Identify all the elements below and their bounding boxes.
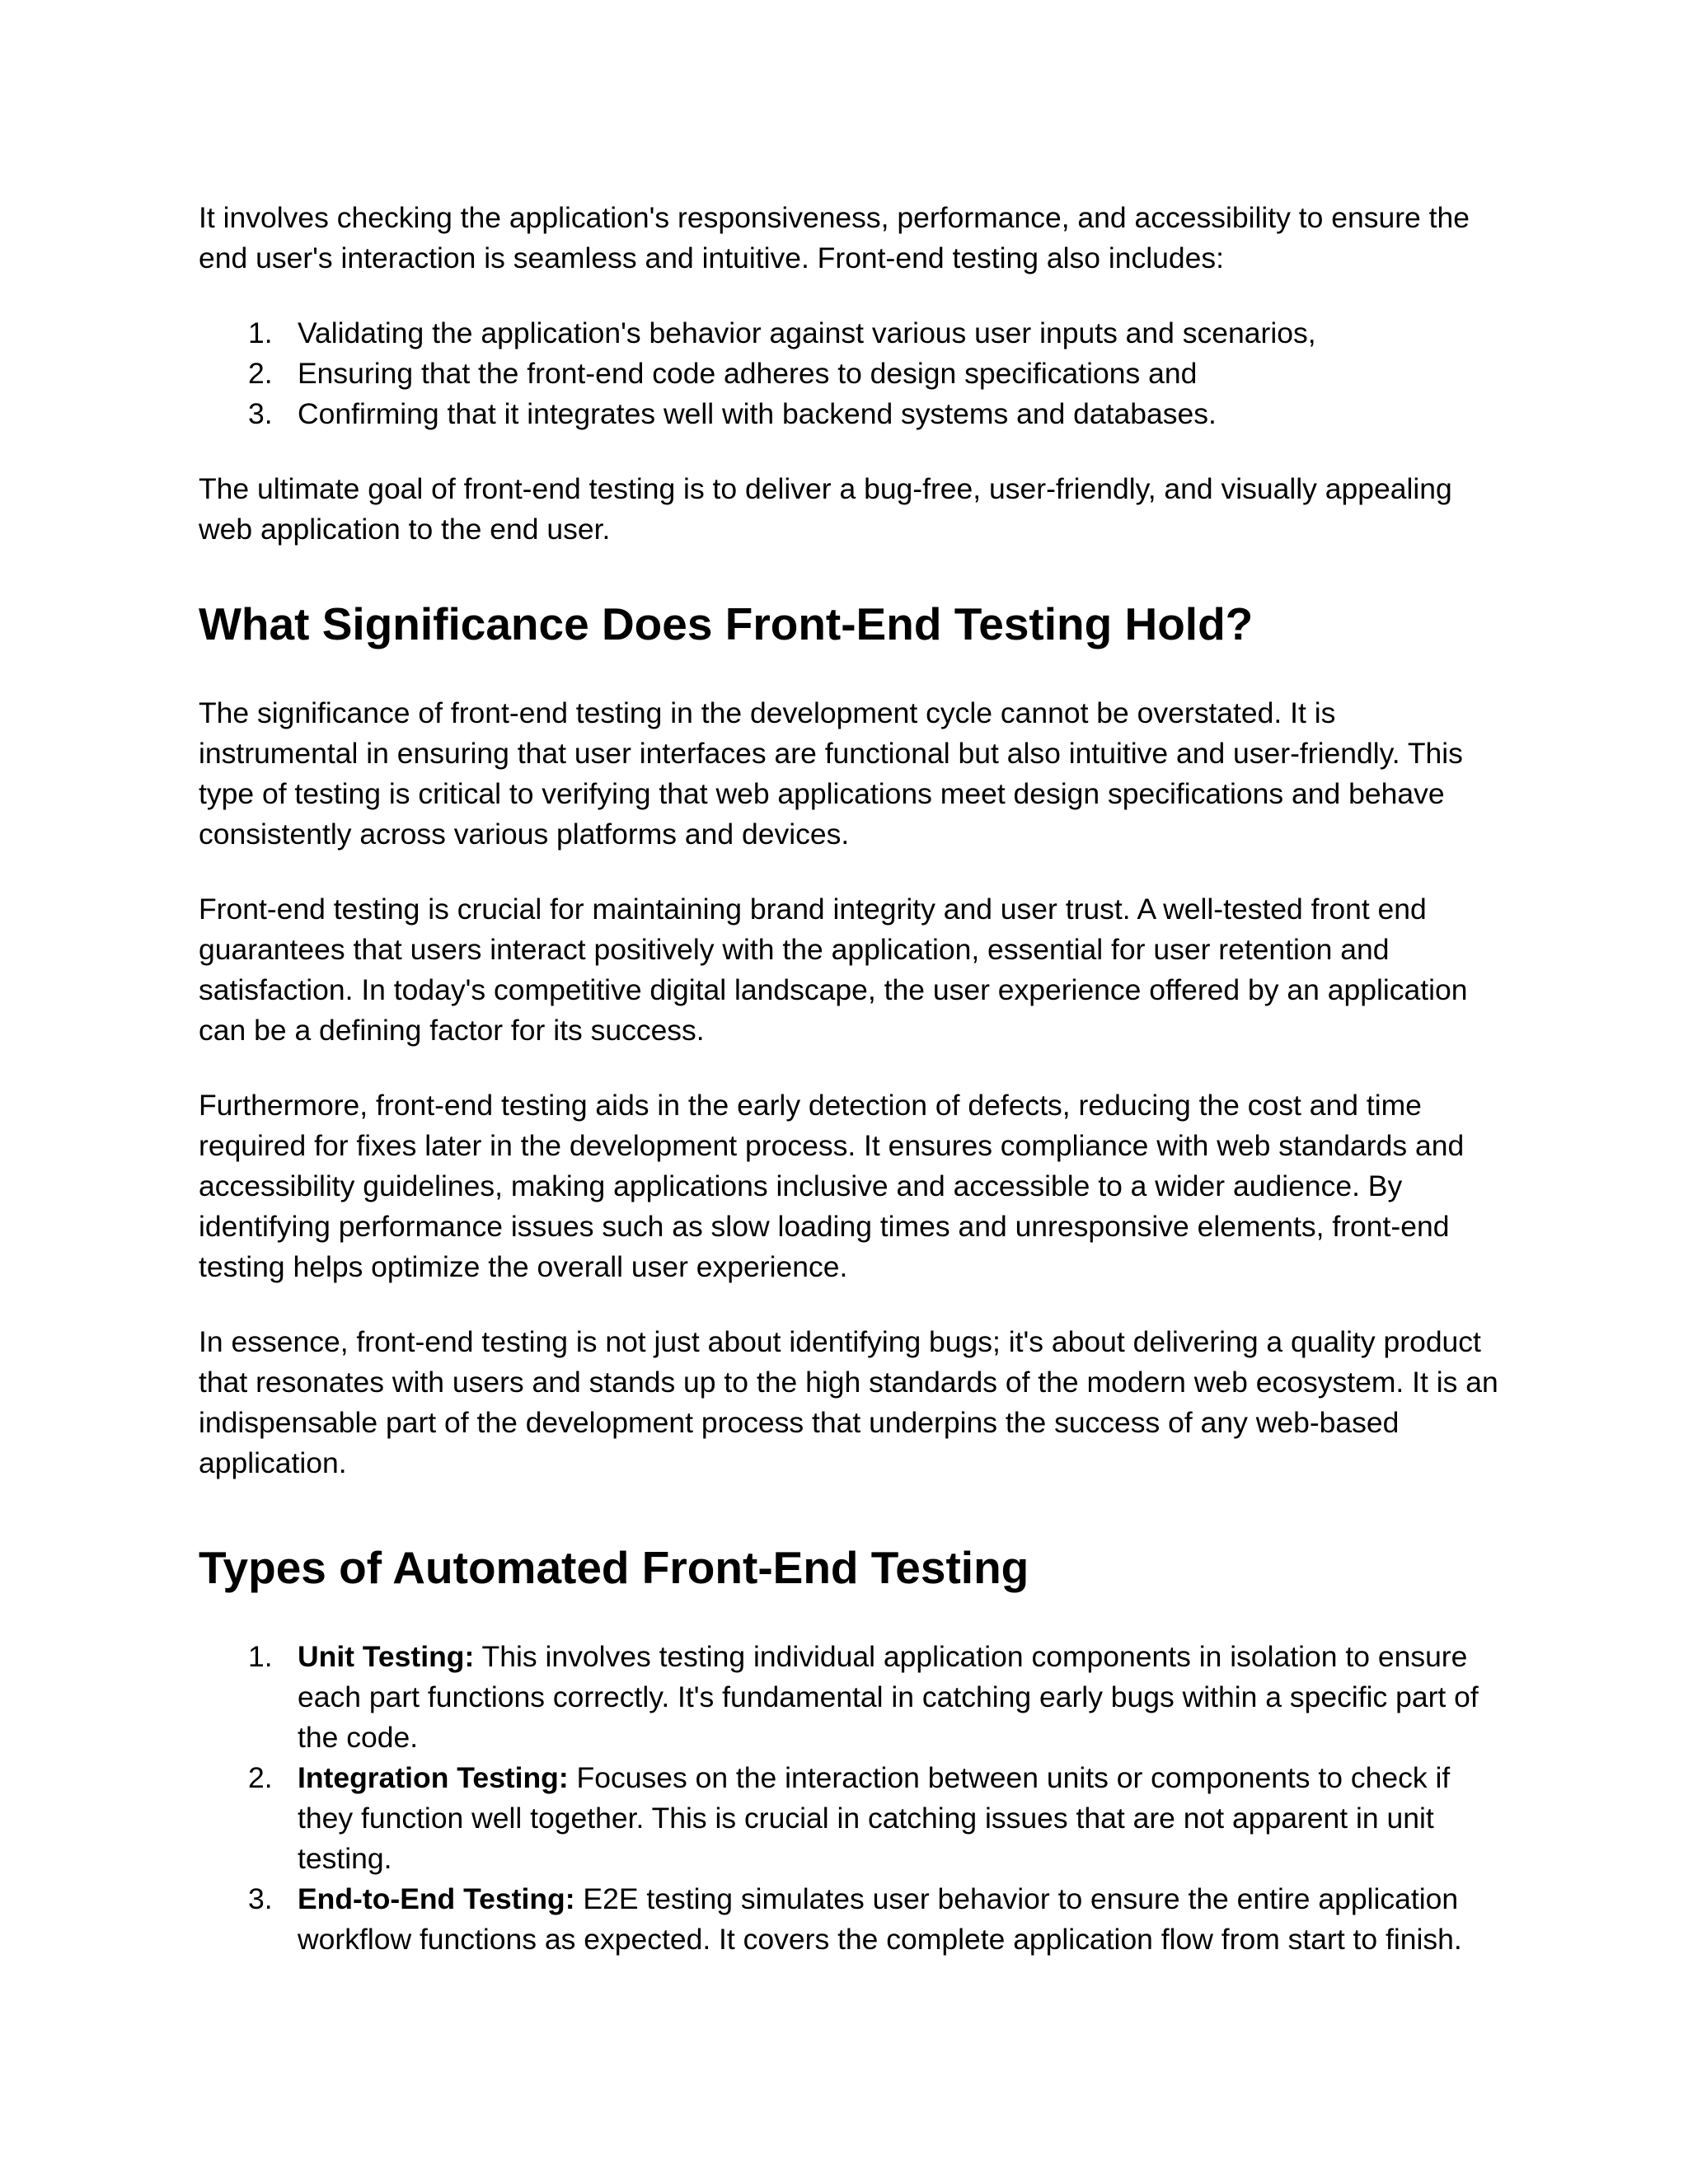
list-item-number: 1. — [248, 316, 273, 349]
list-item — [199, 313, 1501, 354]
list-item — [199, 1758, 1501, 1879]
list-item-text: Validating the application's behavior against various user inputs and scenarios, — [298, 316, 1316, 349]
list-item-term: End-to-End Testing: — [298, 1882, 575, 1915]
list-item-text: E2E testing simulates user behavior to ensure the entire application workflow functions as expected. It covers the complete application flow from start to finish. — [298, 1882, 1462, 1956]
list-item-number: 1. — [248, 1640, 273, 1673]
list-item — [199, 354, 1501, 394]
list-item — [199, 1879, 1501, 1960]
list-item-number: 2. — [248, 357, 273, 390]
list-item-number: 3. — [248, 1882, 273, 1915]
list-item-number: 2. — [248, 1761, 273, 1794]
significance-paragraph-4: In essence, front-end testing is not just about identifying bugs; it's about delivering a quality product that resonates with users and stands up to the high standards of the modern web ecosystem. It is an indispensable part of the development process that underpins the success of any web-based application. — [199, 1325, 1498, 1479]
list-item-text: Ensuring that the front-end code adheres to design specifications and — [298, 357, 1198, 390]
types-heading: Types of Automated Front-End Testing — [199, 1542, 1029, 1593]
intro-closing-paragraph: The ultimate goal of front-end testing is to deliver a bug-free, user-friendly, and visually appealing web application to the end user. — [199, 472, 1452, 546]
list-item-number: 3. — [248, 397, 273, 430]
list-item-text: Focuses on the interaction between units or components to check if they function well together. This is crucial in catching issues that are not apparent in unit testing. — [298, 1761, 1451, 1875]
list-item-text: This involves testing individual application components in isolation to ensure each part functions correctly. It's fundamental in catching early bugs within a specific part of the code. — [298, 1640, 1479, 1754]
list-item-text: Confirming that it integrates well with backend systems and databases. — [298, 397, 1217, 430]
types-list — [199, 1637, 1501, 1960]
intro-paragraph: It involves checking the application's responsiveness, performance, and accessibility to ensure the end user's interaction is seamless and intuitive. Front-end testing also includes: — [199, 201, 1470, 274]
list-item-term: Integration Testing: — [298, 1761, 569, 1794]
list-item-term: Unit Testing: — [298, 1640, 475, 1673]
significance-paragraph-3: Furthermore, front-end testing aids in the early detection of defects, reducing the cost and time required for fixes later in the development process. It ensures compliance with web standards and accessibility guidelines, making applications inclusive and accessible to a wider audience. By identifying performance issues such as slow loading times and unresponsive elements, front-end testing helps optimize the overall user experience. — [199, 1089, 1465, 1283]
intro-list — [199, 313, 1501, 434]
significance-paragraph-2: Front-end testing is crucial for maintaining brand integrity and user trust. A well-tested front end guarantees that users interact positively with the application, essential for user retention and satisfaction. In today's competitive digital landscape, the user experience offered by an application can be a defining factor for its success. — [199, 893, 1468, 1047]
document-page — [199, 198, 1501, 1960]
list-item — [199, 394, 1501, 434]
significance-heading: What Significance Does Front-End Testing Hold? — [199, 598, 1254, 649]
list-item — [199, 1637, 1501, 1758]
significance-paragraph-1: The significance of front-end testing in the development cycle cannot be overstated. It is instrumental in ensuring that user interfaces are functional but also intuitive and user-friendly. This type of testing is critical to verifying that web applications meet design specifications and behave consistently across various platforms and devices. — [199, 696, 1463, 851]
